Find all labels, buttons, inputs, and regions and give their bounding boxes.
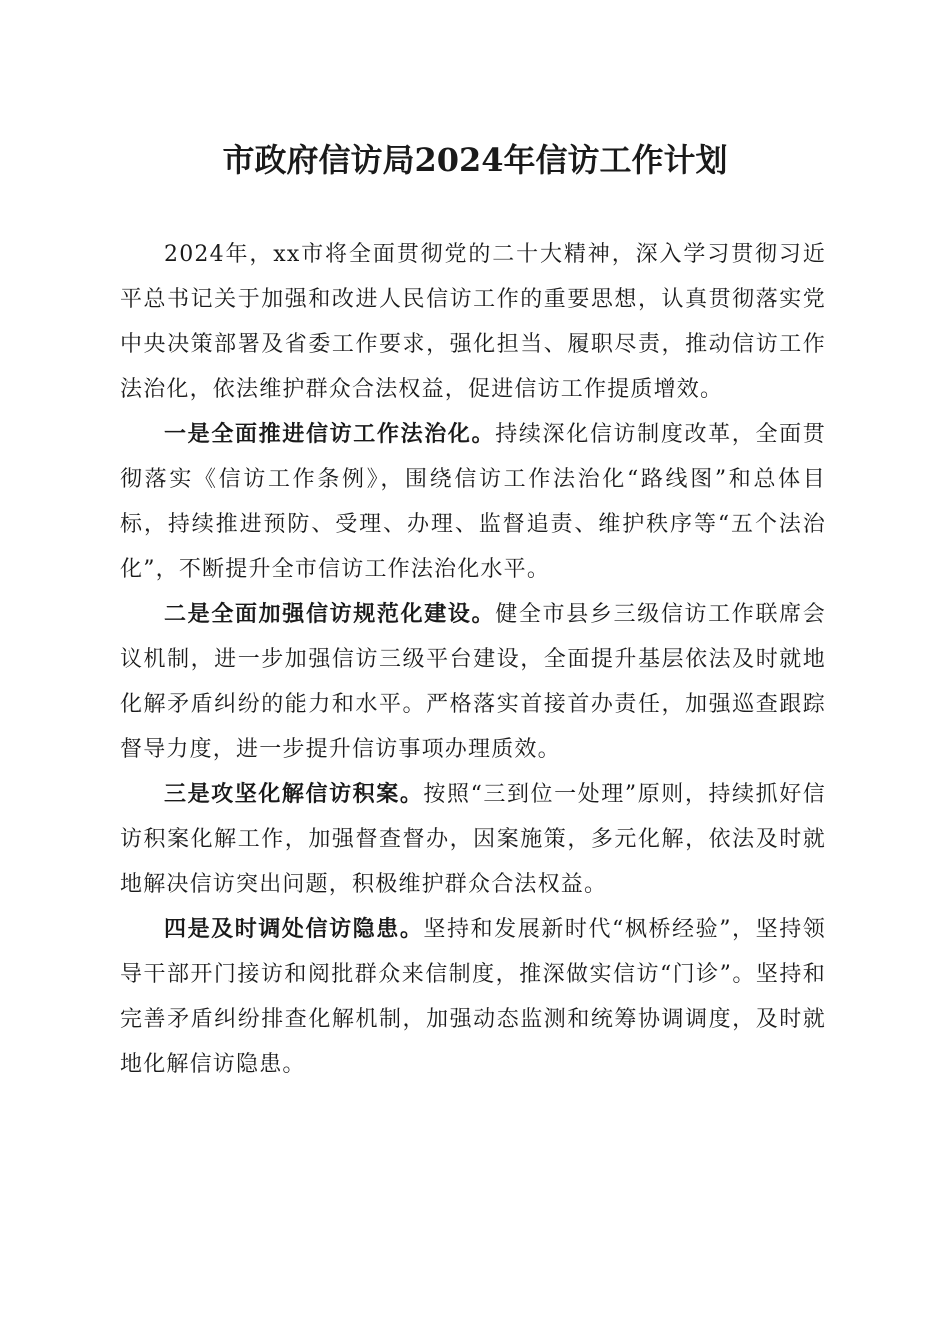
section-lead: 四是及时调处信访隐患。 <box>164 916 424 942</box>
section-paragraph-3 <box>120 772 826 907</box>
section-text: 坚持和发展新时代“枫桥经验”，坚持领导干部开门接访和阅批群众来信制度，推深做实信访“门诊”。坚持和完善矛盾纠纷排查化解机制，加强动态监测和统筹协调调度，及时就地化解信访隐患。 <box>120 917 826 1077</box>
section-lead: 一是全面推进信访工作法治化。 <box>164 421 496 447</box>
section-paragraph-4 <box>120 907 826 1087</box>
section-paragraph-2 <box>120 592 826 772</box>
section-text: 持续深化信访制度改革，全面贯彻落实《信访工作条例》，围绕信访工作法治化“路线图”和总体目标，持续推进预防、受理、办理、监督追责、维护秩序等“五个法治化”，不断提升全市信访工作法治化水平。 <box>120 422 826 582</box>
section-lead: 三是攻坚化解信访积案。 <box>164 781 424 807</box>
section-text: 按照“三到位一处理”原则，持续抓好信访积案化解工作，加强督查督办，因案施策，多元化解，依法及时就地解决信访突出问题，积极维护群众合法权益。 <box>120 782 826 897</box>
section-lead: 二是全面加强信访规范化建设。 <box>164 601 496 627</box>
document-body <box>120 232 826 1087</box>
section-paragraph-1 <box>120 412 826 592</box>
section-text: 健全市县乡三级信访工作联席会议机制，进一步加强信访三级平台建设，全面提升基层依法及时就地化解矛盾纠纷的能力和水平。严格落实首接首办责任，加强巡查跟踪督导力度，进一步提升信访事项办理质效。 <box>120 602 826 762</box>
page-title: 市政府信访局2024年信访工作计划 <box>222 141 728 179</box>
intro-paragraph: 2024年，xx市将全面贯彻党的二十大精神，深入学习贯彻习近平总书记关于加强和改进人民信访工作的重要思想，认真贯彻落实党中央决策部署及省委工作要求，强化担当、履职尽责，推动信访工作法治化，依法维护群众合法权益，促进信访工作提质增效。 <box>120 242 826 402</box>
